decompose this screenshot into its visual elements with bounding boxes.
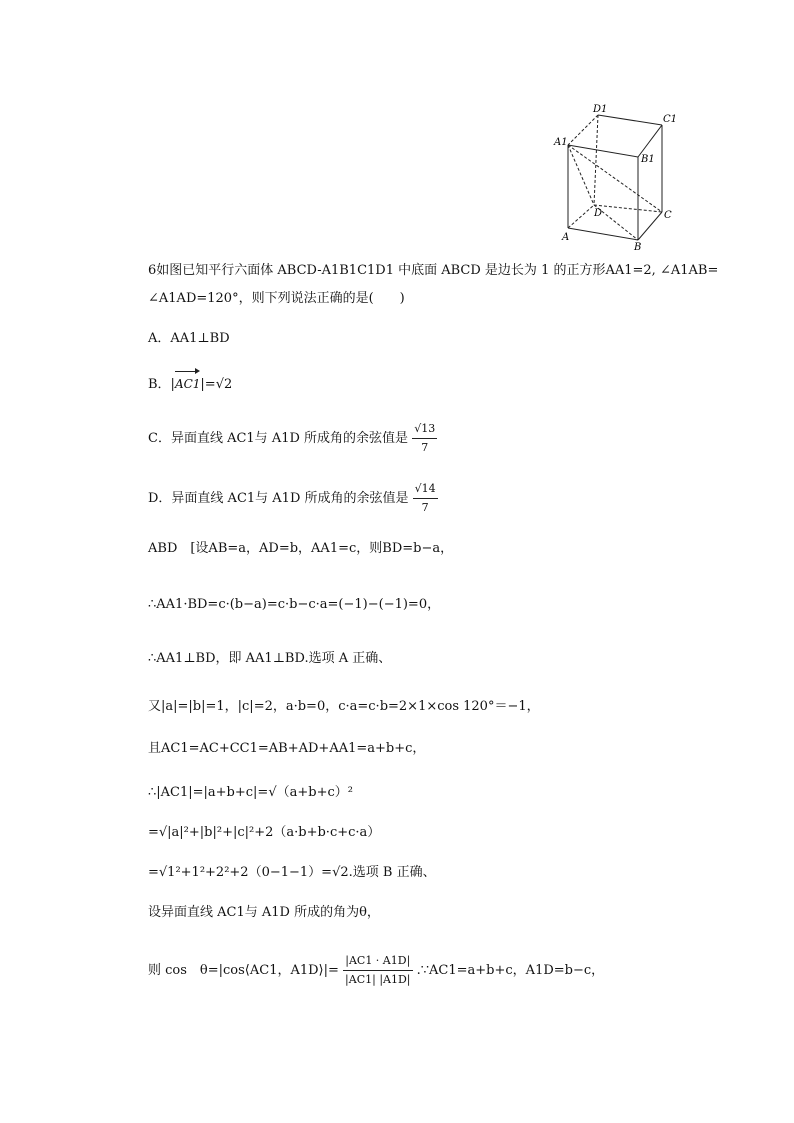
- option-a: A．AA1⊥BD: [148, 331, 230, 346]
- solution-line-3: ∴AA1⊥BD，即 AA1⊥BD.选项 A 正确、: [148, 651, 392, 666]
- option-c: [148, 420, 437, 457]
- label-C1: C1: [663, 114, 678, 125]
- solution-line-10-tail: .∵AC1=a+b+c，A1D=b−c，: [416, 963, 605, 978]
- solution-line-4: 又|a|=|b|=1，|c|=2，a·b=0，c·a=c·b=2×1×cos 120°＝−1，: [148, 699, 540, 714]
- question-stem-line2: ∠A1AD=120°，则下列说法正确的是( ): [148, 291, 405, 306]
- label-C: C: [664, 210, 672, 221]
- solution-line-5: 且AC1=AC+CC1=AB+AD+AA1=a+b+c，: [148, 741, 426, 756]
- option-c-numerator: √13: [412, 420, 437, 439]
- option-b-vector: AC1: [175, 368, 200, 393]
- option-d-fraction: [413, 480, 438, 517]
- solution-line-10-lead: 则 cos θ=|cos⟨AC1，A1D⟩|=: [148, 963, 339, 978]
- option-c-denominator: 7: [421, 441, 429, 454]
- option-d-text: D．异面直线 AC1与 A1D 所成角的余弦值是: [148, 491, 409, 506]
- option-d-numerator: √14: [413, 480, 438, 499]
- solution-line-6: ∴|AC1|=|a+b+c|=√（a+b+c）²: [148, 785, 353, 800]
- parallelepiped-figure: [552, 100, 678, 253]
- solution-line-1: ABD [设AB=a，AD=b，AA1=c，则BD=b−a，: [148, 541, 454, 556]
- option-b-suffix: |=√2: [200, 377, 233, 392]
- label-D: D: [594, 208, 603, 219]
- option-b: [148, 368, 232, 394]
- solution-line-8: =√1²+1²+2²+2（0−1−1）=√2.选项 B 正确、: [148, 865, 436, 880]
- option-c-text: C．异面直线 AC1与 A1D 所成角的余弦值是: [148, 431, 409, 446]
- label-B: B: [634, 242, 642, 253]
- option-d-denominator: 7: [421, 501, 429, 514]
- label-A: A: [562, 232, 570, 243]
- solution-line-9: 设异面直线 AC1与 A1D 所成的角为θ，: [148, 905, 380, 920]
- solution-line-10: [148, 952, 604, 989]
- label-B1: B1: [641, 154, 655, 165]
- option-b-prefix: B．|: [148, 377, 175, 392]
- cos-denominator: |AC1| |A1D|: [345, 973, 411, 986]
- question-stem-line1: 6如图已知平行六面体 ABCD-A1B1C1D1 中底面 ABCD 是边长为 1 的正方形AA1=2, ∠A1AB=: [148, 263, 719, 278]
- solution-line-2: ∴AA1·BD=c·(b−a)=c·b−c·a=(−1)−(−1)=0，: [148, 597, 441, 612]
- option-d: [148, 480, 438, 517]
- cos-fraction: [343, 952, 412, 989]
- label-D1: D1: [593, 104, 608, 115]
- solution-line-7: =√|a|²+|b|²+|c|²+2（a·b+b·c+c·a）: [148, 825, 381, 840]
- option-c-fraction: [412, 420, 437, 457]
- label-A1: A1: [554, 137, 568, 148]
- cos-numerator: |AC1 · A1D|: [343, 952, 412, 971]
